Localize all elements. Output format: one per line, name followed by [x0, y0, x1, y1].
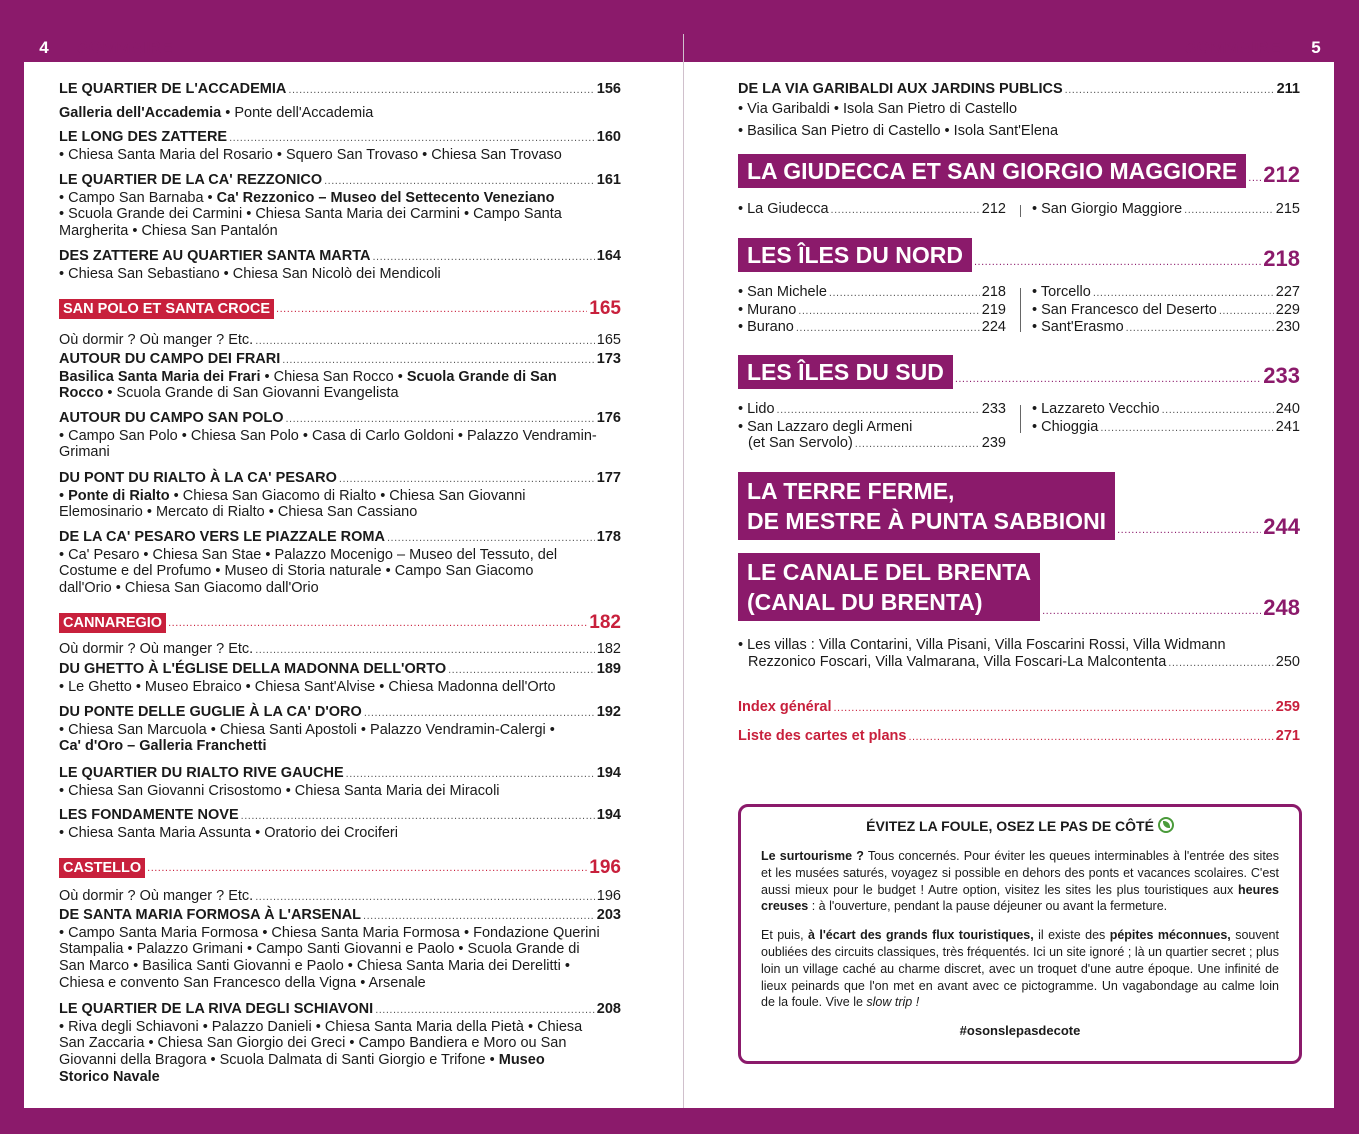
toc-sub-list: • Lazzareto Vecchio ..... 240 • Chioggia ..... 241: [1032, 401, 1300, 436]
left-page-number: 4: [24, 34, 64, 62]
toc-sub-list: • Lido ..... 233 • San Lazzaro degli Armeni (et San Servolo) ..... 239: [738, 401, 1006, 453]
toc-entry: LE LONG DES ZATTERE ..... 160 • Chiesa Santa Maria del Rosario • Squero San Trovaso • Chiesa San Trovaso: [59, 129, 621, 163]
toc-entry-villas: • Les villas : Villa Contarini, Villa Pisani, Villa Foscarini Rossi, Villa Widmann Rezzonico Foscari, Villa Valmarana, Villa Foscari-La Malcontenta ..... 250: [738, 637, 1300, 671]
leaf-icon: [1158, 817, 1174, 833]
section-san-polo: SAN POLO ET SANTA CROCE ..... 165: [59, 298, 621, 320]
toc-sub-list: • San Michele ..... 218 • Murano ..... 219 • Burano ..... 224: [738, 284, 1006, 337]
left-page: [24, 62, 684, 1108]
toc-entry: DU GHETTO À L'ÉGLISE DELLA MADONNA DELL'ORTO ..... 189 • Le Ghetto • Museo Ebraico • Chiesa Sant'Alvise • Chiesa Madonna dell'Orto: [59, 661, 621, 695]
slow-travel-box: [738, 804, 1302, 1064]
toc-entry: AUTOUR DU CAMPO SAN POLO ..... 176 • Campo San Polo • Chiesa San Polo • Casa di Carlo Goldoni • Palazzo Vendramin- Grimani: [59, 410, 621, 461]
toc-entry: DE LA VIA GARIBALDI AUX JARDINS PUBLICS ..... 211 • Via Garibaldi • Isola San Pietro di Castello • Basilica San Pietro di Castello • Isola Sant'Elena: [738, 81, 1300, 140]
toc-entry: DU PONTE DELLE GUGLIE À LA CA' D'ORO ..... 192 • Chiesa San Marcuola • Chiesa Santi Apostoli • Palazzo Vendramin-Calergi • Ca' d'Oro – Galleria Franchetti: [59, 704, 621, 755]
index-general-link[interactable]: Index général ..... 259: [738, 699, 1300, 717]
column-separator: [1020, 405, 1021, 433]
toc-entry: Où dormir ? Où manger ? Etc. ..... 182: [59, 641, 621, 659]
right-header-title: SOMMAIRE: [1185, 38, 1281, 57]
toc-sub-entry: • San Giorgio Maggiore ..... 215: [1032, 201, 1300, 219]
section-terre-ferme: LA TERRE FERME, DE MESTRE À PUNTA SABBIONI ..... 244: [738, 472, 1300, 540]
toc-entry: LE QUARTIER DE LA RIVA DEGLI SCHIAVONI ..... 208 • Riva degli Schiavoni • Palazzo Danieli • Chiesa Santa Maria della Pietà • Chiesa San Zaccaria • Chiesa San Giorgio dei Greci • Campo Bandiera e Moro ou San Giovanni della Bragora • Scuola Dalmata di Santi Giorgio e Trifone • Museo Storico Navale: [59, 1001, 621, 1086]
section-cannaregio: CANNAREGIO ..... 182: [59, 612, 621, 634]
box-title: ÉVITEZ LA FOULE, OSEZ LE PAS DE CÔTÉ: [866, 818, 1154, 834]
hashtag: #osonslepasdecote: [959, 1023, 1081, 1039]
toc-sub-list: • Torcello ..... 227 • San Francesco del Deserto ..... 229 • Sant'Erasmo ..... 230: [1032, 284, 1300, 337]
toc-entry: LE QUARTIER DE LA CA' REZZONICO ..... 161 • Campo San Barnaba • Ca' Rezzonico – Museo del Settecento Veneziano • Scuola Grande dei Carmini • Chiesa Santa Maria dei Carmini • Campo Santa Margherita • Chiesa San Pantalón: [59, 172, 621, 240]
section-iles-sud: LES ÎLES DU SUD ..... 233: [738, 355, 1300, 389]
section-iles-nord: LES ÎLES DU NORD ..... 218: [738, 238, 1300, 272]
box-paragraph-2: Et puis, à l'écart des grands flux touristiques, il existe des pépites méconnues, souvent oubliées des circuits classiques, très fréquentés. Ici un site ignoré ; là un quartier secret ; plus loin un village caché au charme discret, avec un troquet d'une autre époque. Une infinité de lieux peinards que l'on met en avant avec ce pictogramme. Un vagabondage au calme loin de la foule. Vive le slow trip !: [761, 928, 1279, 1010]
toc-entry: AUTOUR DU CAMPO DEI FRARI ..... 173 Basilica Santa Maria dei Frari • Chiesa San Rocco • Scuola Grande di San Rocco • Scuola Grande di San Giovanni Evangelista: [59, 351, 621, 402]
toc-entry: DE LA CA' PESARO VERS LE PIAZZALE ROMA ..... 178 • Ca' Pesaro • Chiesa San Stae • Palazzo Mocenigo – Museo del Tessuto, del Costume e del Profumo • Museo di Storia naturale • Campo San Giacomo dall'Orio • Chiesa San Giacomo dall'Orio: [59, 529, 621, 597]
toc-entry: LES FONDAMENTE NOVE ..... 194 • Chiesa Santa Maria Assunta • Oratorio dei Crociferi: [59, 807, 621, 841]
cartes-plans-link[interactable]: Liste des cartes et plans ..... 271: [738, 728, 1300, 746]
right-page-number: 5: [1296, 34, 1336, 62]
toc-sub-entry: • La Giudecca ..... 212: [738, 201, 1006, 219]
column-separator: [1020, 288, 1021, 332]
toc-entry: LE QUARTIER DE L'ACCADEMIA ..... 156 Galleria dell'Accademia • Ponte dell'Accademia: [59, 81, 621, 121]
toc-entry: DE SANTA MARIA FORMOSA À L'ARSENAL ..... 203 • Campo Santa Maria Formosa • Chiesa Santa Maria Formosa • Fondazione Querini Stampalia • Palazzo Grimani • Campo Santi Giovanni e Paolo • Scuola Grande di San Marco • Basilica Santi Giovanni e Paolo • Chiesa Santa Maria dei Derelitti • Chiesa e convento San Francesco della Vigna • Arsenale: [59, 907, 621, 992]
toc-entry: DU PONT DU RIALTO À LA CA' PESARO ..... 177 • Ponte di Rialto • Chiesa San Giacomo di Rialto • Chiesa San Giovanni Elemosinario • Mercato di Rialto • Chiesa San Cassiano: [59, 470, 621, 521]
toc-entry: Où dormir ? Où manger ? Etc. ..... 165: [59, 332, 621, 350]
column-separator: [1020, 205, 1021, 217]
section-brenta: LE CANALE DEL BRENTA (CANAL DU BRENTA) ..... 248: [738, 553, 1300, 621]
right-page: [684, 62, 1334, 1108]
section-castello: CASTELLO ..... 196: [59, 857, 621, 879]
box-paragraph-1: Le surtourisme ? Tous concernés. Pour éviter les queues interminables à l'entrée des sites et les musées saturés, voyagez si possible en dehors des ponts et vacances scolaires. C'est aussi mieux pour le budget ! Autre option, visitez les sites les plus touristiques aux heures creuses : à l'ouverture, pendant la pause déjeuner ou avant la fermeture.: [761, 849, 1279, 914]
toc-entry: Où dormir ? Où manger ? Etc. ..... 196: [59, 888, 621, 906]
toc-entry: DES ZATTERE AU QUARTIER SANTA MARTA ..... 164 • Chiesa San Sebastiano • Chiesa San Nicolò dei Mendicoli: [59, 248, 621, 282]
toc-entry: LE QUARTIER DU RIALTO RIVE GAUCHE ..... 194 • Chiesa San Giovanni Crisostomo • Chiesa Santa Maria dei Miracoli: [59, 765, 621, 799]
left-header-title: SOMMAIRE: [77, 38, 173, 57]
section-giudecca: LA GIUDECCA ET SAN GIORGIO MAGGIORE ..... 212: [738, 154, 1300, 188]
